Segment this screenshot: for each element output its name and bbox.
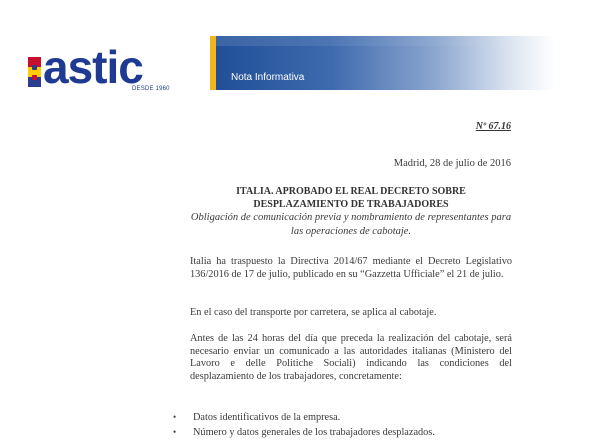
- title-block: [190, 185, 512, 239]
- logo-tagline: DESDE 1960: [132, 86, 170, 92]
- document-subtitle: Obligación de comunicación previa y nombramiento de representantes para las operaciones de cabotaje.: [190, 212, 512, 237]
- list-item: [170, 410, 515, 425]
- bullet-list: [170, 410, 515, 440]
- paragraph: Antes de las 24 horas del día que preceda la realización del cabotaje, será necesario enviar un comunicado a las autoridades italianas (Ministero del Lavoro e delle Politiche Sociali) indicando las condiciones del desplazamiento de los trabajadores, concretamente:: [190, 333, 512, 382]
- list-item-text: Número y datos generales de los trabajadores desplazados.: [193, 427, 435, 438]
- list-item-text: Datos identificativos de la empresa.: [193, 412, 341, 423]
- bullet-icon: •: [173, 412, 177, 422]
- banner-label: Nota Informativa: [231, 72, 305, 83]
- logo-wordmark: astic: [43, 41, 143, 93]
- banner-accent-stripe: [210, 36, 216, 90]
- document-title: ITALIA. APROBADO EL REAL DECRETO SOBRE DESPLAZAMIENTO DE TRABAJADORES: [236, 186, 466, 210]
- banner-shine: [216, 36, 555, 46]
- paragraph: En el caso del transporte por carretera, se aplica al cabotaje.: [190, 307, 437, 318]
- list-item: [170, 425, 515, 440]
- paragraph: Italia ha traspuesto la Directiva 2014/67 mediante el Decreto Legislativo 136/2016 de 17 de julio, publicado en su “Gazzetta Ufficiale” el 21 de julio.: [190, 256, 512, 280]
- document-date: Madrid, 28 de julio de 2016: [393, 158, 511, 169]
- flag-emblem-icon: [28, 57, 41, 87]
- astic-logo: [28, 41, 178, 94]
- note-number: Nº 67.16: [475, 121, 511, 132]
- bullet-icon: •: [173, 427, 177, 437]
